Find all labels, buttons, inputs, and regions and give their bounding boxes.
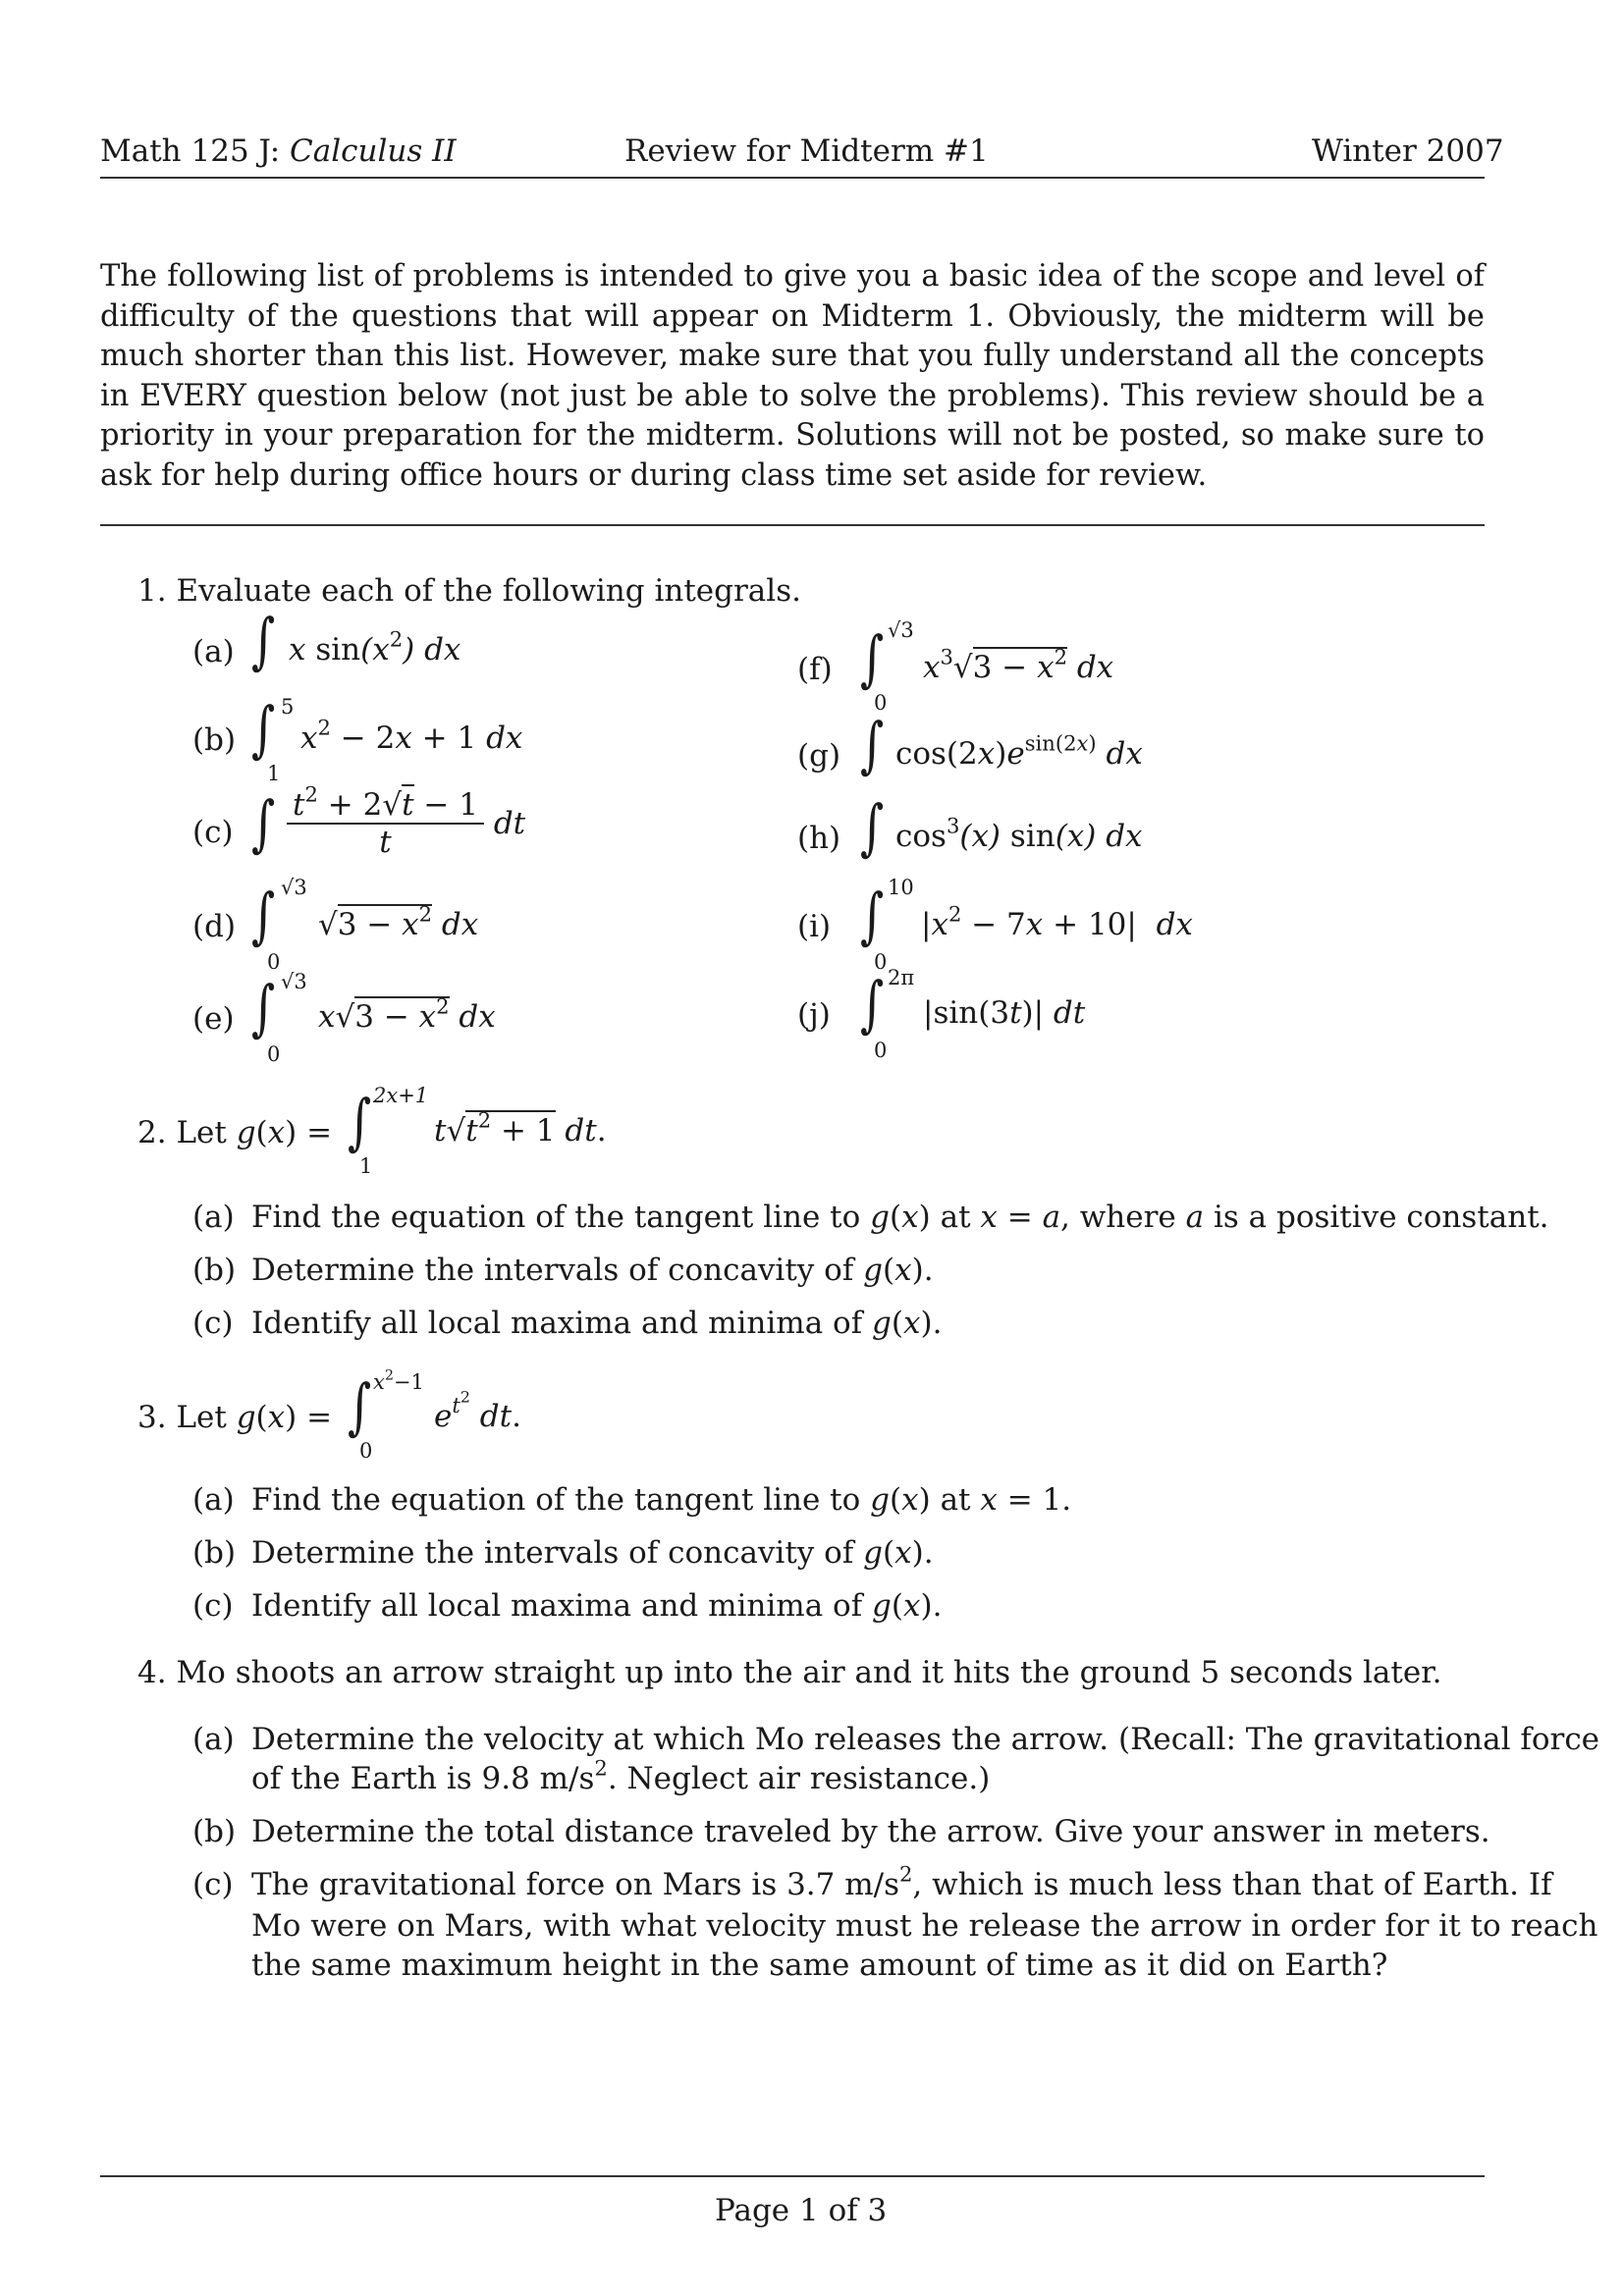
problem-3-number: 3. (137, 1400, 167, 1435)
integral-g-expr: $\cos(2x)e^{sin(2x)}$ dx (895, 730, 1143, 772)
course-header (100, 133, 457, 169)
problem-2: 2. Let g(x) = (137, 1115, 333, 1150)
integral-d-lower: 0 (267, 950, 281, 974)
integral-b-upper: 5 (281, 695, 295, 719)
problem-3-lower: 0 (359, 1439, 373, 1463)
problem-2-upper: 2x+1 (373, 1084, 429, 1107)
integral-j-lower: 0 (874, 1039, 888, 1062)
integral-g-label: (g) (797, 738, 841, 774)
problem-3c-label: (c) (192, 1588, 234, 1624)
problem-3-upper: $x^2-1$ (373, 1367, 424, 1394)
integral-e-lower: 0 (267, 1042, 281, 1066)
problem-2a-label: (a) (192, 1200, 235, 1235)
problem-4c-label: (c) (192, 1867, 234, 1902)
intro-paragraph: The following list of problems is intended to give you a basic idea of the scope and level of difficulty of the questions that will appear on Midterm 1. Obviously, the midterm will be much shorter than this list. However, make sure that you fully understand all the concepts in EVERY question below (not just be able to solve the problems). This review should be a priority in your preparation for the midterm. Solutions will not be posted, so make sure to ask for help during office hours or during class time set aside for review. (100, 259, 1485, 493)
integral-f-lower: 0 (874, 691, 888, 715)
integral-j-expr: |sin(3t)| dt (923, 995, 1086, 1031)
problem-1-number: 1. (137, 573, 167, 609)
integral-a-label: (a) (192, 634, 235, 669)
integral-sign: ∫ (348, 1086, 372, 1157)
problem-2-let: Let (176, 1115, 227, 1150)
problem-2c-label: (c) (192, 1306, 234, 1341)
integral-sign: ∫ (348, 1370, 372, 1442)
problem-3c-text: Identify all local maxima and minima of g(x). (251, 1588, 943, 1624)
document-title: Review for Midterm #1 (624, 133, 989, 169)
problem-4-number: 4. (137, 1655, 167, 1690)
integral-f-expr: $x^3√3 - x^2$ dx (923, 644, 1114, 685)
integral-i-label: (i) (797, 909, 832, 944)
integral-sign: ∫ (251, 693, 276, 765)
integral-i-expr: $|x^2 - 7x + 10|$ dx (921, 901, 1193, 942)
integral-h-label: (h) (797, 821, 841, 856)
section-divider (100, 524, 1485, 526)
problem-4b-label: (b) (192, 1814, 237, 1849)
integral-sign: ∫ (251, 880, 276, 951)
integral-sign: ∫ (251, 787, 276, 859)
problem-2a-text: Find the equation of the tangent line to g(x) at x = a, where a is a positive constant. (251, 1200, 1549, 1235)
integral-sign: ∫ (860, 880, 885, 951)
course-title: Calculus II (290, 133, 457, 169)
problem-3a-label: (a) (192, 1482, 235, 1518)
integral-b-label: (b) (192, 722, 237, 758)
problem-1-text: Evaluate each of the following integrals. (176, 573, 801, 609)
integral-e-expr: $x√3 - x^2$ dx (318, 993, 496, 1035)
integral-j-label: (j) (797, 997, 831, 1033)
integral-sign: ∫ (860, 622, 885, 694)
header-rule (100, 177, 1485, 179)
problem-4a-line1: Determine the velocity at which Mo releases the arrow. (Recall: The gravitational force (251, 1722, 1600, 1757)
problem-2-lower: 1 (359, 1154, 373, 1178)
problem-4c-line3: the same maximum height in the same amount of time as it did on Earth? (251, 1948, 1388, 1983)
problem-2c-text: Identify all local maxima and minima of g(x). (251, 1306, 943, 1341)
problem-2-integrand: $t√t^2 + 1$ dt. (434, 1107, 607, 1148)
integral-f-label: (f) (797, 652, 833, 687)
integral-a-expr: x $\sin(x^2)$ dx (289, 626, 461, 667)
problem-4a-label: (a) (192, 1722, 235, 1757)
problem-3b-text: Determine the intervals of concavity of g(x). (251, 1535, 934, 1571)
integral-f-upper: √3 (888, 618, 914, 642)
problem-4a-line2: of the Earth is 9.8 $m/s^2$. Neglect air resistance.) (251, 1755, 991, 1796)
footer-rule (100, 2175, 1485, 2177)
integral-e-upper: √3 (281, 970, 307, 993)
problem-3b-label: (b) (192, 1535, 237, 1571)
integral-sign: ∫ (251, 972, 276, 1043)
integral-sign: ∫ (251, 605, 276, 676)
integral-sign: ∫ (860, 968, 885, 1040)
problem-3-integrand: $e^{t^2}$ dt. (434, 1388, 521, 1434)
integral-sign: ∫ (860, 791, 885, 863)
integral-c-label: (c) (192, 815, 234, 850)
integral-j-upper: 2π (888, 966, 915, 989)
page-number: Page 1 of 3 (715, 2193, 888, 2228)
problem-3a-text: Find the equation of the tangent line to g(x) at x = 1. (251, 1482, 1072, 1518)
integral-c-expr: $\frac{t^2 + 2√t - 1}{t}$ dt (287, 787, 525, 860)
problem-2b-text: Determine the intervals of concavity of g(x). (251, 1253, 934, 1288)
problem-1 (137, 573, 801, 609)
problem-2b-label: (b) (192, 1253, 237, 1288)
problem-3: 3. Let g(x) = (137, 1400, 333, 1435)
problem-4-text: Mo shoots an arrow straight up into the air and it hits the ground 5 seconds later. (176, 1655, 1442, 1690)
integral-d-upper: √3 (281, 876, 307, 899)
integral-h-expr: $\cos^3(x)$ sin(x) dx (895, 813, 1143, 854)
integral-b-expr: $x^2 - 2x + 1$ dx (300, 715, 523, 756)
integral-sign: ∫ (860, 709, 885, 780)
integral-i-lower: 0 (874, 950, 888, 974)
problem-4 (137, 1655, 1441, 1690)
problem-4b-line1: Determine the total distance traveled by the arrow. Give your answer in meters. (251, 1814, 1490, 1849)
integral-b-lower: 1 (267, 762, 281, 785)
integral-d-expr: $√3 - x^2$ dx (318, 901, 479, 942)
integral-d-label: (d) (192, 909, 237, 944)
course-number: Math 125 J: (100, 133, 281, 169)
problem-3-let: Let (176, 1400, 227, 1435)
term-label: Winter 2007 (1312, 133, 1504, 169)
problem-2-number: 2. (137, 1115, 167, 1150)
integral-i-upper: 10 (888, 876, 914, 899)
problem-4c-line1: The gravitational force on Mars is 3.7 $m/s^2$, which is much less than that of Earth. If (251, 1861, 1552, 1902)
integral-e-label: (e) (192, 1001, 235, 1037)
problem-4c-line2: Mo were on Mars, with what velocity must he release the arrow in order for it to reach (251, 1908, 1598, 1944)
